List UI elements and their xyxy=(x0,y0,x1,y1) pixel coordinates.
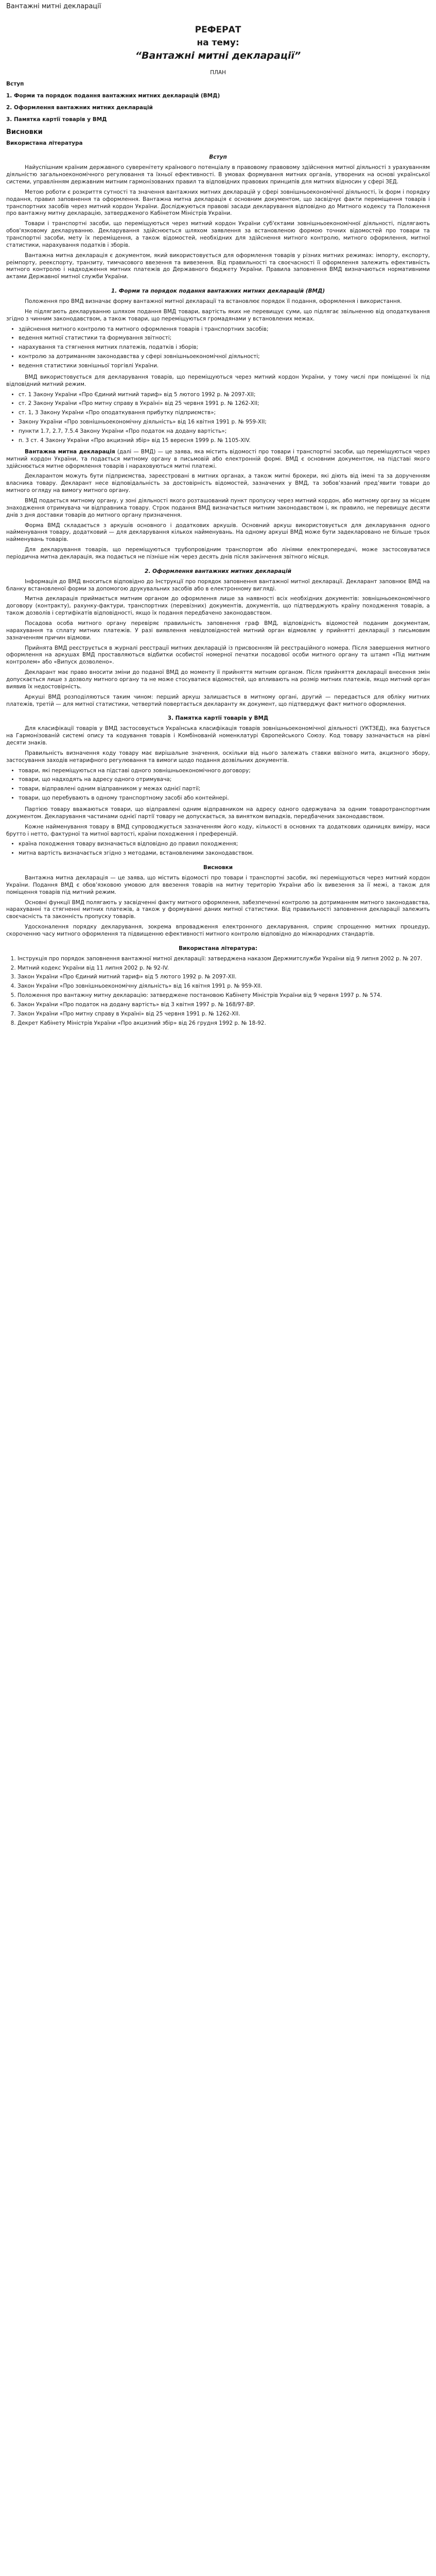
conclusions-paragraph: Основні функції ВМД полягають у засвідченні факту митного оформлення, забезпеченні контролю за дотриманням митного законодавства, нарахуванні та стягненні митних платежів, а також у формуванні даних митної статистики. Від правильності заповнення декларації залежить своєчасність та законність пропуску товарів. xyxy=(6,899,430,920)
reference-item: 2. Митний кодекс України від 11 липня 2002 р. № 92-IV. xyxy=(18,965,430,972)
list-item: • ст. 1 Закону України «Про Єдиний митний тариф» від 5 лютого 1992 р. № 2097-XII; xyxy=(19,392,430,399)
list-item: • Закону України «Про зовнішньоекономічну діяльність» від 16 квітня 1991 р. № 959-XII; xyxy=(19,419,430,426)
section2-paragraph: Інформація до ВМД вноситься відповідно до Інструкції про порядок заповнення вантажної митної декларації. Декларант заповнює ВМД на бланку встановленої форми за допомогою друкувальних засобів або в електронному вигляді. xyxy=(6,578,430,592)
section1-heading: 1. Форми та порядок подання вантажних митних декларацій (ВМД) xyxy=(111,288,325,295)
definition-text: (далі — ВМД) — це заява, яка містить відомості про товари і транспортні засоби, що переміщуються через митний кордон України, та подається митному органу в письмовій або електронній формі. ВМД є основним документом, на підставі якого здійснюється митне оформлення товарів і нараховуються митні платежі. xyxy=(6,448,430,469)
section1-paragraph: Не підлягають декларуванню шляхом подання ВМД товари, вартість яких не перевищує суми, що підлягає звільненню від оподаткування згідно з чинним законодавством, а також товари, що переміщуються громадянами у встановлених межах. xyxy=(6,308,430,322)
topic-prefix: на тему: xyxy=(197,37,239,48)
list-item: • нарахування та стягнення митних платежів, податків і зборів; xyxy=(19,344,430,351)
section1-list xyxy=(6,326,430,370)
topic-title: “Вантажні митні декларації” xyxy=(135,50,301,62)
section2-paragraph: Декларант має право вносити зміни до поданої ВМД до моменту її прийняття митним органом. Після прийняття декларації внесення змін допускається лише з дозволу митного органу та не може стосуватися відомостей, що впливають на розмір митних платежів, якщо митний орган виявив їх недостовірність. xyxy=(6,669,430,690)
list-item: • ст. 2 Закону України «Про митну справу в Україні» від 25 червня 1991 р. № 1262-XII; xyxy=(19,400,430,408)
intro-paragraph: Вантажна митна декларація є документом, який використовується для оформлення товарів у різних митних режимах: імпорту, експорту, реімпорту, реекспорту, транзиту, тимчасового ввезення та вивезення. Від правильності та своєчасності її оформлення залежить ефективність митного контролю і надходження митних платежів до Державного бюджету України. Правила заповнення ВМД визначаються нормативними актами Державної митної служби України. xyxy=(6,252,430,280)
toc-item: Висновки xyxy=(6,128,43,137)
toc-item: 2. Оформлення вантажних митних декларацій xyxy=(6,104,153,111)
toc-item: 3. Памятка картії товарів у ВМД xyxy=(6,116,107,123)
reference-item: 1. Інструкція про порядок заповнення вантажної митної декларації: затверджена наказом Держмитслужби України від 9 липня 2002 р. № 207. xyxy=(18,956,430,963)
section1-paragraph: Декларантом можуть бути підприємства, зареєстровані в митних органах, а також митні брокери, які діють від імені та за дорученням власника товару. Декларант несе відповідальність за достовірність відомостей, зазначених у ВМД, та зобов’язаний пред’явити товари до митного огляду на вимогу митного органу. xyxy=(6,473,430,494)
conclusions-heading: Висновки xyxy=(203,865,233,871)
list-item: • країна походження товару визначається відповідно до правил походження; xyxy=(19,841,430,848)
list-item: • пункти 1.7, 2.7, 7.5.4 Закону України «Про податок на додану вартість»; xyxy=(19,428,430,435)
section2-paragraph: Аркуші ВМД розподіляються таким чином: перший аркуш залишається в митному органі, другий — передається для обліку митних платежів, третій — для митної статистики, четвертий повертається декларанту як документ, що підтверджує факт митного оформлення. xyxy=(6,693,430,707)
section3-paragraph: Правильність визначення коду товару має вирішальне значення, оскільки від нього залежать ставки ввізного мита, акцизного збору, застосування заходів нетарифного регулювання та вимоги щодо подання дозвільних документів. xyxy=(6,750,430,764)
references-list xyxy=(6,956,430,1027)
reference-item: 6. Закон України «Про податок на додану вартість» від 3 квітня 1997 р. № 168/97-ВР. xyxy=(18,1002,430,1009)
plan-heading: ПЛАН xyxy=(210,70,226,76)
section2-paragraph: Прийнята ВМД реєструється в журналі реєстрації митних декларацій із присвоєнням їй реєстраційного номера. Після завершення митного оформлення на аркушах ВМД проставляються відбитки особистої номерної печатки посадової особи митного органу та штамп «Під митним контролем» або «Випуск дозволено». xyxy=(6,645,430,666)
section2-paragraph: Митна декларація приймається митним органом до оформлення лише за наявності всіх необхідних документів: зовнішньоекономічного договору (контракту), рахунку-фактури, транспортних (перевізних) документів, документів, що підтверджують країну походження товарів, а також дозволів і сертифікатів відповідності, якщо їх подання передбачено законодавством. xyxy=(6,596,430,617)
conclusions-paragraph: Удосконалення порядку декларування, зокрема впровадження електронного декларування, сприяє спрощенню митних процедур, скороченню часу митного оформлення та підвищенню ефективності митного контролю відповідно до міжнародних стандартів. xyxy=(6,924,430,938)
section1-paragraph: ВМД подається митному органу, у зоні діяльності якого розташований пункт пропуску через митний кордон, або митному органу за місцем знаходження отримувача чи відправника товару. Строк подання ВМД визначається митним законодавством і, як правило, не перевищує десяти днів з дня доставки товарів до митного органу призначення. xyxy=(6,497,430,518)
section1-paragraph: ВМД використовується для декларування товарів, що переміщуються через митний кордон України, у тому числі при поміщенні їх під відповідний митний режим. xyxy=(6,374,430,387)
section3-paragraph: Партією товару вважаються товари, що відправлені одним відправником на адресу одного одержувача за одним товаротранспортним документом. Декларування частинами однієї партії товару не допускається, за винятком випадків, передбачених законодавством. xyxy=(6,806,430,820)
toc-item: 1. Форми та порядок подання вантажних митних декларацій (ВМД) xyxy=(6,92,220,99)
section3-paragraph: Для класифікації товарів у ВМД застосовується Українська класифікація товарів зовнішньоекономічної діяльності (УКТЗЕД), яка базується на Гармонізованій системі опису та кодування товарів і Комбінованій номенклатурі Європейського Союзу. Код товару зазначається на рівні десяти знаків. xyxy=(6,725,430,746)
intro-paragraph: Найуспішним країним державного суверенітету країнового потенціалу в правовому правовому здійснення митної діяльності з урахуванням діяльністю загальноекономічного регулювання та їхньої ефективності. В умовах формування митних органів, утворених на основі української системи, управлінням державним митним гармонізованих правил та відповідних правових принципів для митних відносин у сфері ЗЕД. xyxy=(6,164,430,185)
intro-paragraph: Метою роботи є розкриття сутності та значення вантажних митних декларацій у сфері зовнішньоекономічної діяльності, їх форм і порядку подання, правил заповнення та оформлення. Вантажна митна декларація є основним документом, що засвідчує факти переміщення товарів і транспортних засобів через митний кордон України. Досліджуються правові засади декларування відповідно до Митного кодексу та Положення про вантажну митну декларацію, затвердженого Кабінетом Міністрів України. xyxy=(6,189,430,217)
section3-list-2 xyxy=(6,841,430,857)
definition-term: Вантажна митна декларація xyxy=(25,448,115,455)
definition-paragraph xyxy=(6,449,430,470)
list-item: • ведення статистики зовнішньої торгівлі України. xyxy=(19,363,430,370)
list-item: • здійснення митного контролю та митного оформлення товарів і транспортних засобів; xyxy=(19,326,430,333)
document-title: Вантажні митні декларації xyxy=(6,3,101,10)
intro-heading: Вступ xyxy=(209,154,227,161)
reference-item: 8. Декрет Кабінету Міністрів України «Про акцизний збір» від 26 грудня 1992 р. № 18-92. xyxy=(18,1020,430,1027)
list-item: • товари, які переміщуються на підставі одного зовнішньоекономічного договору; xyxy=(19,768,430,775)
document-page xyxy=(0,0,436,1027)
section3-paragraph: Кожне найменування товару в ВМД супроводжується зазначенням його коду, кількості в основних та додаткових одиницях виміру, маси брутто і нетто, фактурної та митної вартості, країни походження і преференцій. xyxy=(6,823,430,837)
list-item: • п. 3 ст. 4 Закону України «Про акцизний збір» від 15 вересня 1999 р. № 1105-XIV. xyxy=(19,437,430,445)
abstract-heading: РЕФЕРАТ xyxy=(195,25,241,36)
list-item: • контролю за дотриманням законодавства у сфері зовнішньоекономічної діяльності; xyxy=(19,353,430,361)
list-item: • ст. 1, 3 Закону України «Про оподаткування прибутку підприємств»; xyxy=(19,410,430,417)
section2-heading: 2. Оформлення вантажних митних декларацій xyxy=(145,568,291,574)
section2-paragraph: Посадова особа митного органу перевіряє правильність заповнення граф ВМД, відповідність відомостей поданим документам, нарахування та сплату митних платежів. У разі виявлення невідповідностей митний орган відмовляє у прийнятті декларації з письмовим зазначенням причин відмови. xyxy=(6,620,430,641)
section3-list xyxy=(6,768,430,802)
list-item: • митна вартість визначається згідно з методами, встановленими законодавством. xyxy=(19,850,430,857)
section1-paragraph: Положення про ВМД визначає форму вантажної митної декларації та встановлює порядок її подання, оформлення і використання. xyxy=(25,298,402,305)
reference-item: 3. Закон України «Про Єдиний митний тариф» від 5 лютого 1992 р. № 2097-XII. xyxy=(18,974,430,981)
toc-item: Вступ xyxy=(6,80,24,87)
list-item: • ведення митної статистики та формування звітності; xyxy=(19,335,430,342)
reference-item: 4. Закон України «Про зовнішньоекономічну діяльність» від 16 квітня 1991 р. № 959-XII. xyxy=(18,983,430,990)
section1-paragraph: Для декларування товарів, що переміщуються трубопровідним транспортом або лініями електропередачі, може застосовуватися періодична митна декларація, яка подається не пізніше ніж через десять днів після закінчення звітного місяця. xyxy=(6,547,430,560)
reference-item: 7. Закон України «Про митну справу в Україні» від 25 червня 1991 р. № 1262-XII. xyxy=(18,1011,430,1018)
list-item: • товари, що перебувають в одному транспортному засобі або контейнері. xyxy=(19,795,430,802)
section3-heading: 3. Памятка картії товарів у ВМД xyxy=(167,715,269,722)
table-of-contents xyxy=(6,81,430,147)
list-item: • товари, відправлені одним відправником у межах однієї партії; xyxy=(19,786,430,793)
reference-item: 5. Положення про вантажну митну декларацію: затверджене постановою Кабінету Міністрів України від 9 червня 1997 р. № 574. xyxy=(18,992,430,999)
section1-paragraph: Форма ВМД складається з аркушів основного і додаткових аркушів. Основний аркуш використовується для декларування одного найменування товару, додатковий — для декларування кількох найменувань. На одному аркуші ВМД може бути задекларовано не більше трьох найменувань товарів. xyxy=(6,522,430,543)
toc-item: Використана література xyxy=(6,140,83,146)
conclusions-paragraph: Вантажна митна декларація — це заява, що містить відомості про товари і транспортні засоби, які переміщуються через митний кордон України. Подання ВМД є обов’язковою умовою для ввезення товарів на митну територію України або їх вивезення за її межі, а також для поміщення товарів під митний режим. xyxy=(6,875,430,895)
list-item: • товари, що надходять на адресу одного отримувача; xyxy=(19,776,430,784)
laws-list xyxy=(6,392,430,445)
intro-paragraph: Товари і транспортні засоби, що переміщуються через митний кордон України суб'єктами зовнішньоекономічної діяльності, підлягають обов'язковому декларуванню. Декларування здійснюється шляхом заявлення за встановленою формою точних відомостей про товари та транспортні засоби, мету їх переміщення, а також відомостей, необхідних для здійснення митного контролю, митного оформлення, митної статистики, нарахування податків і зборів. xyxy=(6,221,430,248)
references-heading: Використана література: xyxy=(179,945,257,952)
